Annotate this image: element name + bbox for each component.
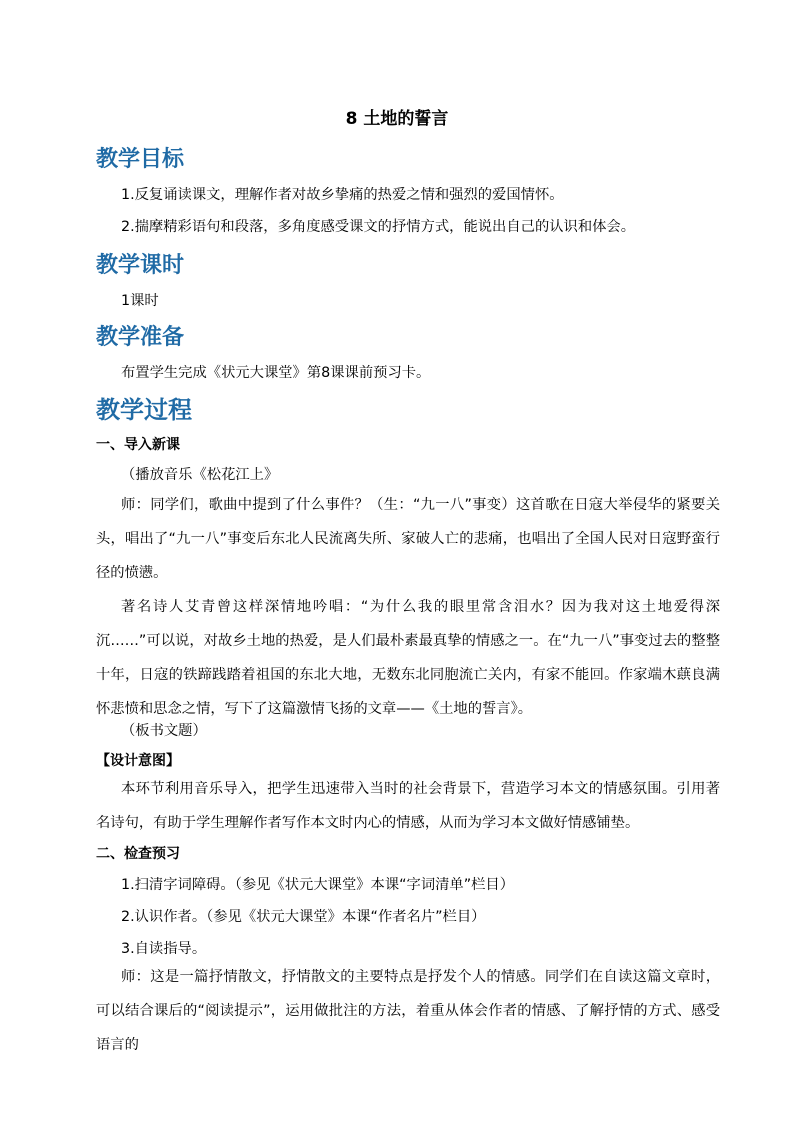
step2-item-1: 1.扫清字词障碍。（参见《状元大课堂》本课“字词清单”栏目） xyxy=(121,877,515,893)
heading-teaching-goals: 教学目标 xyxy=(96,147,185,172)
prep-text: 布置学生完成《状元大课堂》第8课课前预习卡。 xyxy=(121,365,431,381)
heading-teaching-period: 教学课时 xyxy=(96,253,185,278)
heading-teaching-process: 教学过程 xyxy=(96,396,192,424)
design-intent-title: 【设计意图】 xyxy=(96,753,180,769)
step1-title: 一、导入新课 xyxy=(96,437,180,453)
goal-item-2: 2.揣摩精彩语句和段落，多角度感受课文的抒情方式，能说出自己的认识和体会。 xyxy=(121,219,636,235)
step1-music: （播放音乐《松花江上》 xyxy=(121,467,279,483)
step1-board-note: （板书文题） xyxy=(121,723,207,739)
design-intent-paragraph: 本环节利用音乐导入，把学生迅速带入当时的社会背景下，营造学习本文的情感氛围。引用著名诗句，有助于学生理解作者写作本文时内心的情感，从而为学习本文做好情感铺垫。 xyxy=(96,781,720,831)
step2-item-2: 2.认识作者。（参见《状元大课堂》本课“作者名片”栏目） xyxy=(121,909,486,925)
step2-item-3: 3.自读指导。 xyxy=(121,941,207,957)
step1-paragraph-1: 师：同学们，歌曲中提到了什么事件？（生：“九一八”事变）这首歌在日寇大举侵华的紧要关头，唱出了“九一八”事变后东北人民流离失所、家破人亡的悲痛，也唱出了全国人民对日寇野蛮行径的愤懑。 xyxy=(96,497,720,581)
period-text: 1课时 xyxy=(121,293,159,309)
goal-item-1: 1.反复诵读课文，理解作者对故乡挚痛的热爱之情和强烈的爱国情怀。 xyxy=(121,187,564,203)
lesson-title: 8 土地的誓言 xyxy=(345,109,449,129)
step1-paragraph-2: 著名诗人艾青曾这样深情地吟唱：“为什么我的眼里常含泪水？因为我对这土地爱得深沉……”可以说，对故乡土地的热爱，是人们最朴素最真挚的情感之一。在“九一八”事变过去的整整十年，日寇的铁蹄践踏着祖国的东北大地，无数东北同胞流亡关内，有家不能回。作家端木蕻良满怀悲愤和思念之情，写下了这篇激情飞扬的文章——《土地的誓言》。 xyxy=(96,599,720,717)
heading-teaching-prep: 教学准备 xyxy=(96,325,185,350)
step2-paragraph: 师：这是一篇抒情散文，抒情散文的主要特点是抒发个人的情感。同学们在自读这篇文章时，可以结合课后的“阅读提示”，运用做批注的方法，着重从体会作者的情感、了解抒情的方式、感受语言的 xyxy=(96,969,720,1053)
step2-title: 二、检查预习 xyxy=(96,846,180,862)
